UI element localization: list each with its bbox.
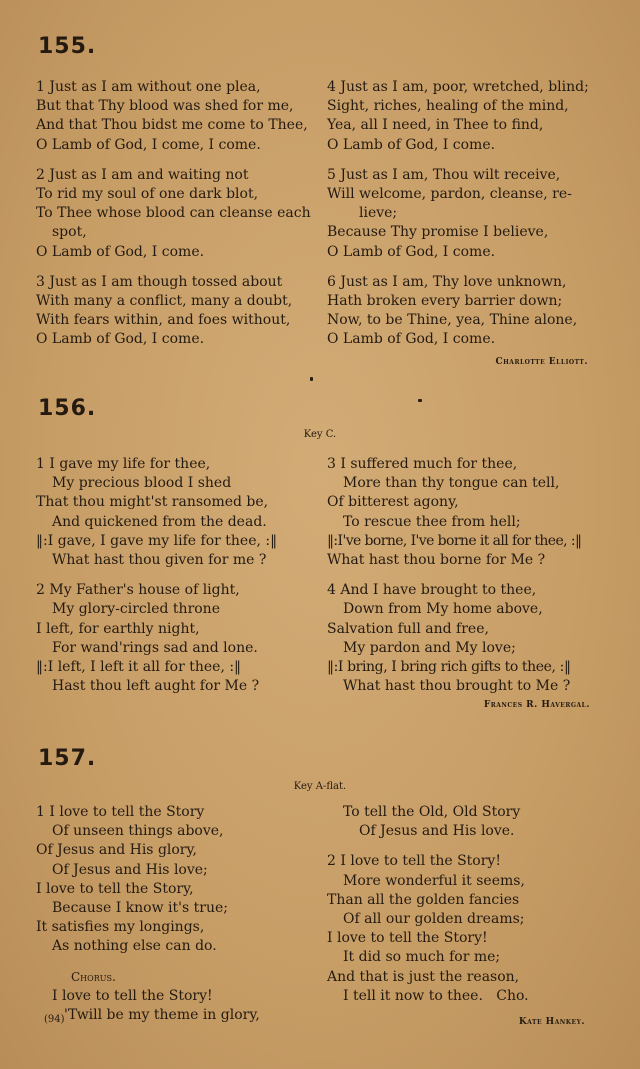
stanza (36, 455, 277, 570)
verse-line: 2 I love to tell the Story! (327, 853, 501, 870)
verse-line: Of all our golden dreams; (343, 911, 525, 928)
verse-line: O Lamb of God, I come. (327, 136, 496, 153)
verse-line: ‖:I bring, I bring rich gifts to thee, :‖ (327, 659, 571, 676)
hymn-author: Frances R. Havergal. (483, 700, 590, 710)
verse-line: And that Thou bidst me come to Thee, (36, 117, 308, 134)
verse-line: And quickened from the dead. (52, 513, 267, 530)
verse-line: Yea, all I need, in Thee to find, (327, 117, 544, 134)
verse-line: 3 I suffered much for thee, (327, 456, 518, 472)
verse-line: I left, for earthly night, (36, 620, 200, 637)
hymn-157-right-column (327, 803, 529, 1017)
chorus-label: Chorus. (71, 969, 116, 984)
verse-line: Than all the golden fancies (327, 891, 520, 908)
stanza (327, 852, 529, 1006)
verse-line: As nothing else can do. (52, 938, 217, 955)
verse-line: I love to tell the Story! (327, 930, 488, 947)
verse-line: Of Jesus and His love. (359, 823, 515, 840)
ink-speck (310, 377, 313, 381)
verse-line: Hath broken every barrier down; (327, 293, 563, 310)
hymn-key: Key A-flat. (293, 781, 347, 792)
ink-speck (418, 399, 422, 402)
verse-line: Of Jesus and His love; (52, 861, 208, 878)
stanza (327, 166, 589, 262)
verse-line: Hast thou left aught for Me ? (52, 678, 260, 695)
verse-line: ‖:I gave, I gave my life for thee, :‖ (36, 532, 278, 549)
verse-line: With many a conflict, many a doubt, (36, 293, 293, 310)
verse-line: What hast thou borne for Me ? (327, 552, 546, 569)
verse-line: ‖:I left, I left it all for thee, :‖ (36, 659, 242, 676)
verse-line: 1 Just as I am without one plea, (36, 79, 261, 95)
stanza (327, 273, 589, 350)
verse-line: My pardon and My love; (343, 639, 516, 656)
verse-line: That thou might'st ransomed be, (36, 494, 269, 511)
verse-line: I love to tell the Story, (36, 880, 194, 897)
stanza (327, 78, 589, 155)
verse-line: ‖:I've borne, I've borne it all for thee, :‖ (327, 532, 582, 549)
verse-line: More wonderful it seems, (343, 872, 525, 889)
verse-line: Of Jesus and His glory, (36, 842, 197, 859)
verse-line: O Lamb of God, I come. (327, 243, 496, 260)
verse-line: It did so much for me; (343, 949, 501, 966)
verse-line: But that Thy blood was shed for me, (36, 98, 294, 115)
verse-line: Will welcome, pardon, cleanse, re- (327, 186, 572, 203)
hymn-number: 156. (38, 396, 97, 421)
verse-line: For wand'rings sad and lone. (52, 639, 258, 656)
verse-line: O Lamb of God, I come, I come. (36, 136, 261, 153)
verse-line: 'Twill be my theme in glory, (64, 1007, 260, 1024)
verse-line: O Lamb of God, I come. (36, 331, 205, 348)
verse-line: I tell it now to thee. Cho. (343, 987, 529, 1004)
verse-line: Now, to be Thine, yea, Thine alone, (327, 312, 578, 329)
verse-line: 3 Just as I am though tossed about (36, 273, 283, 290)
verse-line: Of unseen things above, (52, 823, 224, 840)
verse-line: 1 I gave my life for thee, (36, 456, 211, 472)
page-number: (94) (44, 1014, 65, 1025)
verse-line: Salvation full and free, (327, 620, 489, 637)
chorus (36, 968, 260, 1026)
verse-line: lieve; (359, 205, 398, 222)
verse-line: Because I know it's true; (52, 900, 228, 917)
stanza (327, 455, 581, 570)
verse-line: To rid my soul of one dark blot, (36, 186, 259, 203)
verse-line: More than thy tongue can tell, (343, 475, 560, 492)
verse-line: And that is just the reason, (327, 968, 520, 985)
hymn-author: Charlotte Elliott. (495, 357, 588, 367)
verse-line: O Lamb of God, I come. (36, 243, 205, 260)
stanza (36, 166, 311, 262)
hymn-155-right-column (327, 78, 589, 361)
hymn-key: Key C. (303, 429, 337, 440)
hymn-156-right-column (327, 455, 581, 707)
verse-line: 4 And I have brought to thee, (327, 582, 537, 599)
verse-line: To Thee whose blood can cleanse each (36, 205, 311, 222)
verse-line: 2 My Father's house of light, (36, 582, 240, 599)
verse-line: 6 Just as I am, Thy love unknown, (327, 273, 567, 290)
stanza (327, 803, 529, 841)
verse-line: Sight, riches, healing of the mind, (327, 98, 569, 115)
verse-line: spot, (52, 224, 87, 241)
hymn-number: 155. (38, 34, 97, 59)
verse-line: What hast thou given for me ? (52, 552, 267, 569)
hymn-number: 157. (38, 746, 97, 771)
verse-line: 4 Just as I am, poor, wretched, blind; (327, 79, 589, 95)
verse-line: My glory-circled throne (52, 601, 220, 618)
verse-line: 2 Just as I am and waiting not (36, 166, 249, 183)
verse-line: 5 Just as I am, Thou wilt receive, (327, 166, 561, 183)
stanza (36, 581, 277, 696)
hymn-156-left-column (36, 455, 277, 707)
stanza (36, 273, 311, 350)
verse-line: Of bitterest agony, (327, 494, 459, 511)
verse-line: My precious blood I shed (52, 475, 232, 492)
verse-line: Down from My home above, (343, 601, 543, 618)
verse-line: To tell the Old, Old Story (343, 804, 521, 820)
verse-line: Because Thy promise I believe, (327, 224, 549, 241)
stanza (36, 803, 260, 957)
verse-line: I love to tell the Story! (52, 987, 213, 1004)
hymn-155-left-column (36, 78, 311, 361)
verse-line: With fears within, and foes without, (36, 312, 291, 329)
stanza (327, 581, 581, 696)
hymn-author: Kate Hankey. (518, 1017, 585, 1027)
verse-line: What hast thou brought to Me ? (343, 678, 571, 695)
verse-line: O Lamb of God, I come. (327, 331, 496, 348)
verse-line: It satisfies my longings, (36, 919, 205, 936)
stanza (36, 78, 311, 155)
verse-line: 1 I love to tell the Story (36, 804, 205, 820)
hymn-157-left-column (36, 803, 260, 1036)
verse-line: To rescue thee from hell; (343, 513, 521, 530)
